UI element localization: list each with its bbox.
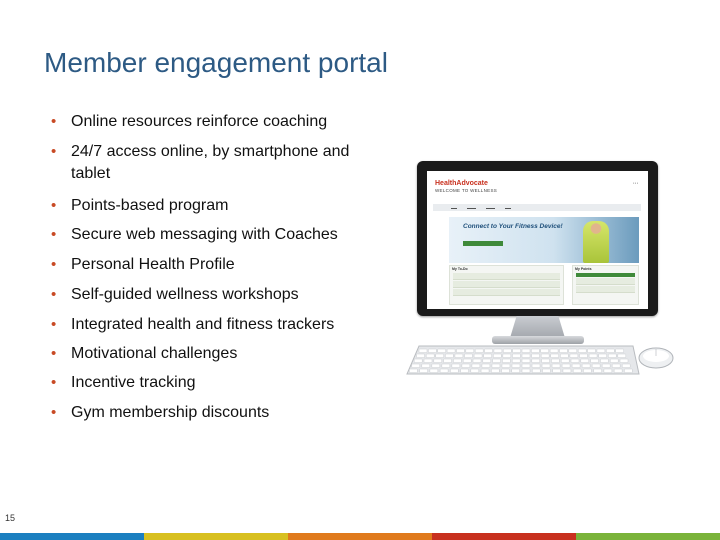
keyboard-key bbox=[424, 359, 432, 363]
keyboard-key bbox=[512, 359, 520, 363]
keyboard-key bbox=[522, 369, 530, 373]
keyboard-key bbox=[591, 359, 599, 363]
keyboard-key bbox=[512, 354, 520, 358]
bullet-item: • Self-guided wellness workshops bbox=[50, 284, 299, 306]
keyboard-key bbox=[445, 354, 453, 358]
nav-item: ▬▬ bbox=[451, 205, 457, 210]
keyboard-key bbox=[434, 359, 442, 363]
monitor-stand-base bbox=[492, 336, 584, 344]
points-row bbox=[576, 278, 635, 285]
keyboard-key bbox=[579, 354, 587, 358]
portal-screenshot bbox=[427, 171, 648, 309]
keyboard-key bbox=[512, 369, 520, 373]
footer-stripe-segment bbox=[0, 533, 145, 540]
keyboard-key bbox=[428, 349, 436, 353]
keyboard-key bbox=[581, 359, 589, 363]
keyboard-key bbox=[572, 364, 580, 368]
monitor-illustration bbox=[417, 161, 658, 316]
keyboard-key bbox=[485, 349, 493, 353]
keyboard-key bbox=[473, 359, 481, 363]
portal-hero-banner bbox=[449, 217, 639, 263]
keyboard-key bbox=[606, 349, 614, 353]
keyboard-key bbox=[570, 354, 578, 358]
keyboard-key bbox=[561, 359, 569, 363]
portal-logo-text: HealthAdvocate bbox=[435, 180, 488, 187]
keyboard-key bbox=[588, 349, 596, 353]
keyboard-key bbox=[532, 364, 540, 368]
keyboard-key bbox=[465, 354, 473, 358]
keyboard-key bbox=[447, 349, 455, 353]
keyboard-key bbox=[474, 354, 482, 358]
keyboard-key bbox=[456, 349, 464, 353]
keyboard-key bbox=[532, 359, 540, 363]
keyboard-key bbox=[563, 369, 571, 373]
points-progress-bar bbox=[576, 273, 635, 277]
keyboard-key bbox=[552, 364, 560, 368]
keyboard-key bbox=[531, 349, 539, 353]
keyboard-key bbox=[438, 349, 446, 353]
keyboard-key bbox=[602, 364, 610, 368]
keyboard-key bbox=[450, 369, 458, 373]
keyboard-key bbox=[453, 359, 461, 363]
bullet-item: • Secure web messaging with Coaches bbox=[50, 224, 338, 246]
hero-headline: Connect to Your Fitness Device! bbox=[463, 223, 563, 230]
keyboard-key bbox=[412, 364, 420, 368]
keyboard-key bbox=[522, 349, 530, 353]
keyboard-key bbox=[420, 369, 428, 373]
keyboard-key bbox=[578, 349, 586, 353]
keyboard-key bbox=[522, 359, 530, 363]
keyboard-key bbox=[599, 354, 607, 358]
keyboard-key bbox=[512, 364, 520, 368]
keyboard-key bbox=[583, 369, 591, 373]
keyboard-key bbox=[542, 364, 550, 368]
keyboard-key bbox=[597, 349, 605, 353]
keyboard-key bbox=[481, 369, 489, 373]
keyboard-key bbox=[532, 369, 540, 373]
footer-stripe-segment bbox=[288, 533, 433, 540]
keyboard-key bbox=[569, 349, 577, 353]
portal-nav-bar bbox=[433, 204, 641, 211]
keyboard-key bbox=[432, 364, 440, 368]
keyboard-key bbox=[502, 369, 510, 373]
keyboard-key bbox=[503, 354, 511, 358]
footer-stripe-segment bbox=[144, 533, 289, 540]
keyboard-key bbox=[492, 364, 500, 368]
points-panel-title: My Points bbox=[575, 267, 592, 271]
keyboard-key bbox=[542, 359, 550, 363]
keyboard-key bbox=[482, 364, 490, 368]
keyboard-key bbox=[622, 364, 630, 368]
keyboard-key bbox=[502, 359, 510, 363]
keyboard-key bbox=[571, 359, 579, 363]
bullet-item: • Incentive tracking bbox=[50, 372, 196, 394]
keyboard-key bbox=[440, 369, 448, 373]
hero-photo bbox=[583, 221, 609, 263]
keyboard-key bbox=[409, 369, 417, 373]
bullet-item: • 24/7 access online, by smartphone and tablet bbox=[50, 141, 390, 185]
keyboard-key bbox=[582, 364, 590, 368]
keyboard-key bbox=[414, 359, 422, 363]
keyboard-key bbox=[503, 349, 511, 353]
keyboard-key bbox=[542, 369, 550, 373]
nav-item: ▬▬▬ bbox=[467, 205, 476, 210]
page-title: Member engagement portal bbox=[44, 47, 388, 78]
points-panel bbox=[572, 265, 639, 305]
bullet-item: • Gym membership discounts bbox=[50, 402, 269, 424]
portal-logo bbox=[435, 180, 497, 193]
keyboard-key bbox=[541, 349, 549, 353]
portal-utility-links: ▪ ▪ ▪ bbox=[633, 181, 638, 185]
todo-panel-title: My To-Do bbox=[452, 267, 468, 271]
keyboard-key bbox=[522, 354, 530, 358]
hero-button bbox=[463, 241, 503, 246]
portal-logo-subtitle: WELCOME TO WELLNESS bbox=[435, 188, 498, 193]
keyboard-key bbox=[419, 349, 427, 353]
keyboard-key bbox=[616, 349, 624, 353]
keyboard-key bbox=[484, 354, 492, 358]
bullet-item: • Integrated health and fitness trackers bbox=[50, 314, 334, 336]
bullet-item: • Points-based program bbox=[50, 195, 228, 217]
keyboard-key bbox=[462, 364, 470, 368]
keyboard-key bbox=[472, 364, 480, 368]
bullet-item: • Online resources reinforce coaching bbox=[50, 111, 327, 133]
keyboard-key bbox=[455, 354, 463, 358]
keyboard-key bbox=[461, 369, 469, 373]
keyboard-key bbox=[608, 354, 616, 358]
keyboard-key bbox=[463, 359, 471, 363]
keyboard-key bbox=[614, 369, 622, 373]
keyboard-key bbox=[483, 359, 491, 363]
keyboard-key bbox=[560, 354, 568, 358]
keyboard-key bbox=[444, 359, 452, 363]
nav-item: ▬▬ bbox=[505, 205, 511, 210]
keyboard-key bbox=[618, 354, 626, 358]
bullet-item: • Motivational challenges bbox=[50, 343, 237, 365]
keyboard-key bbox=[502, 364, 510, 368]
keyboard-key bbox=[430, 369, 438, 373]
keyboard-key bbox=[562, 364, 570, 368]
keyboard-key bbox=[466, 349, 474, 353]
todo-row bbox=[453, 273, 560, 280]
footer-color-stripe bbox=[0, 533, 720, 540]
mouse-illustration bbox=[637, 345, 675, 371]
footer-stripe-segment bbox=[432, 533, 577, 540]
keyboard-key bbox=[436, 354, 444, 358]
keyboard-key bbox=[522, 364, 530, 368]
keyboard-key bbox=[471, 369, 479, 373]
keyboard-key bbox=[494, 349, 502, 353]
keyboard-key bbox=[589, 354, 597, 358]
keyboard-key bbox=[422, 364, 430, 368]
keyboard-key bbox=[452, 364, 460, 368]
todo-row bbox=[453, 289, 560, 296]
keyboard-key bbox=[541, 354, 549, 358]
keyboard-key bbox=[493, 354, 501, 358]
footer-stripe-segment bbox=[576, 533, 720, 540]
keyboard-key bbox=[532, 354, 540, 358]
keyboard-key bbox=[610, 359, 618, 363]
keyboard-key bbox=[417, 354, 425, 358]
monitor-stand bbox=[510, 316, 565, 338]
keyboard-key bbox=[612, 364, 620, 368]
keyboard-key bbox=[551, 354, 559, 358]
keyboard-key bbox=[475, 349, 483, 353]
todo-row bbox=[453, 281, 560, 288]
keyboard-key bbox=[600, 359, 608, 363]
nav-item: ▬▬▬ bbox=[486, 205, 495, 210]
bullet-item: • Personal Health Profile bbox=[50, 254, 235, 276]
keyboard-key bbox=[493, 359, 501, 363]
keyboard-key bbox=[559, 349, 567, 353]
keyboard-key bbox=[442, 364, 450, 368]
keyboard-key bbox=[594, 369, 602, 373]
keyboard-key bbox=[426, 354, 434, 358]
keyboard-illustration bbox=[405, 344, 640, 378]
todo-panel bbox=[449, 265, 564, 305]
keyboard-key bbox=[624, 369, 632, 373]
points-row bbox=[576, 286, 635, 293]
keyboard-key bbox=[513, 349, 521, 353]
keyboard-key bbox=[550, 349, 558, 353]
keyboard-key bbox=[553, 369, 561, 373]
keyboard-key bbox=[573, 369, 581, 373]
keyboard-key bbox=[604, 369, 612, 373]
keyboard-key bbox=[620, 359, 628, 363]
keyboard-key bbox=[491, 369, 499, 373]
keyboard-key bbox=[592, 364, 600, 368]
page-number: 15 bbox=[5, 513, 16, 523]
keyboard-key bbox=[551, 359, 559, 363]
